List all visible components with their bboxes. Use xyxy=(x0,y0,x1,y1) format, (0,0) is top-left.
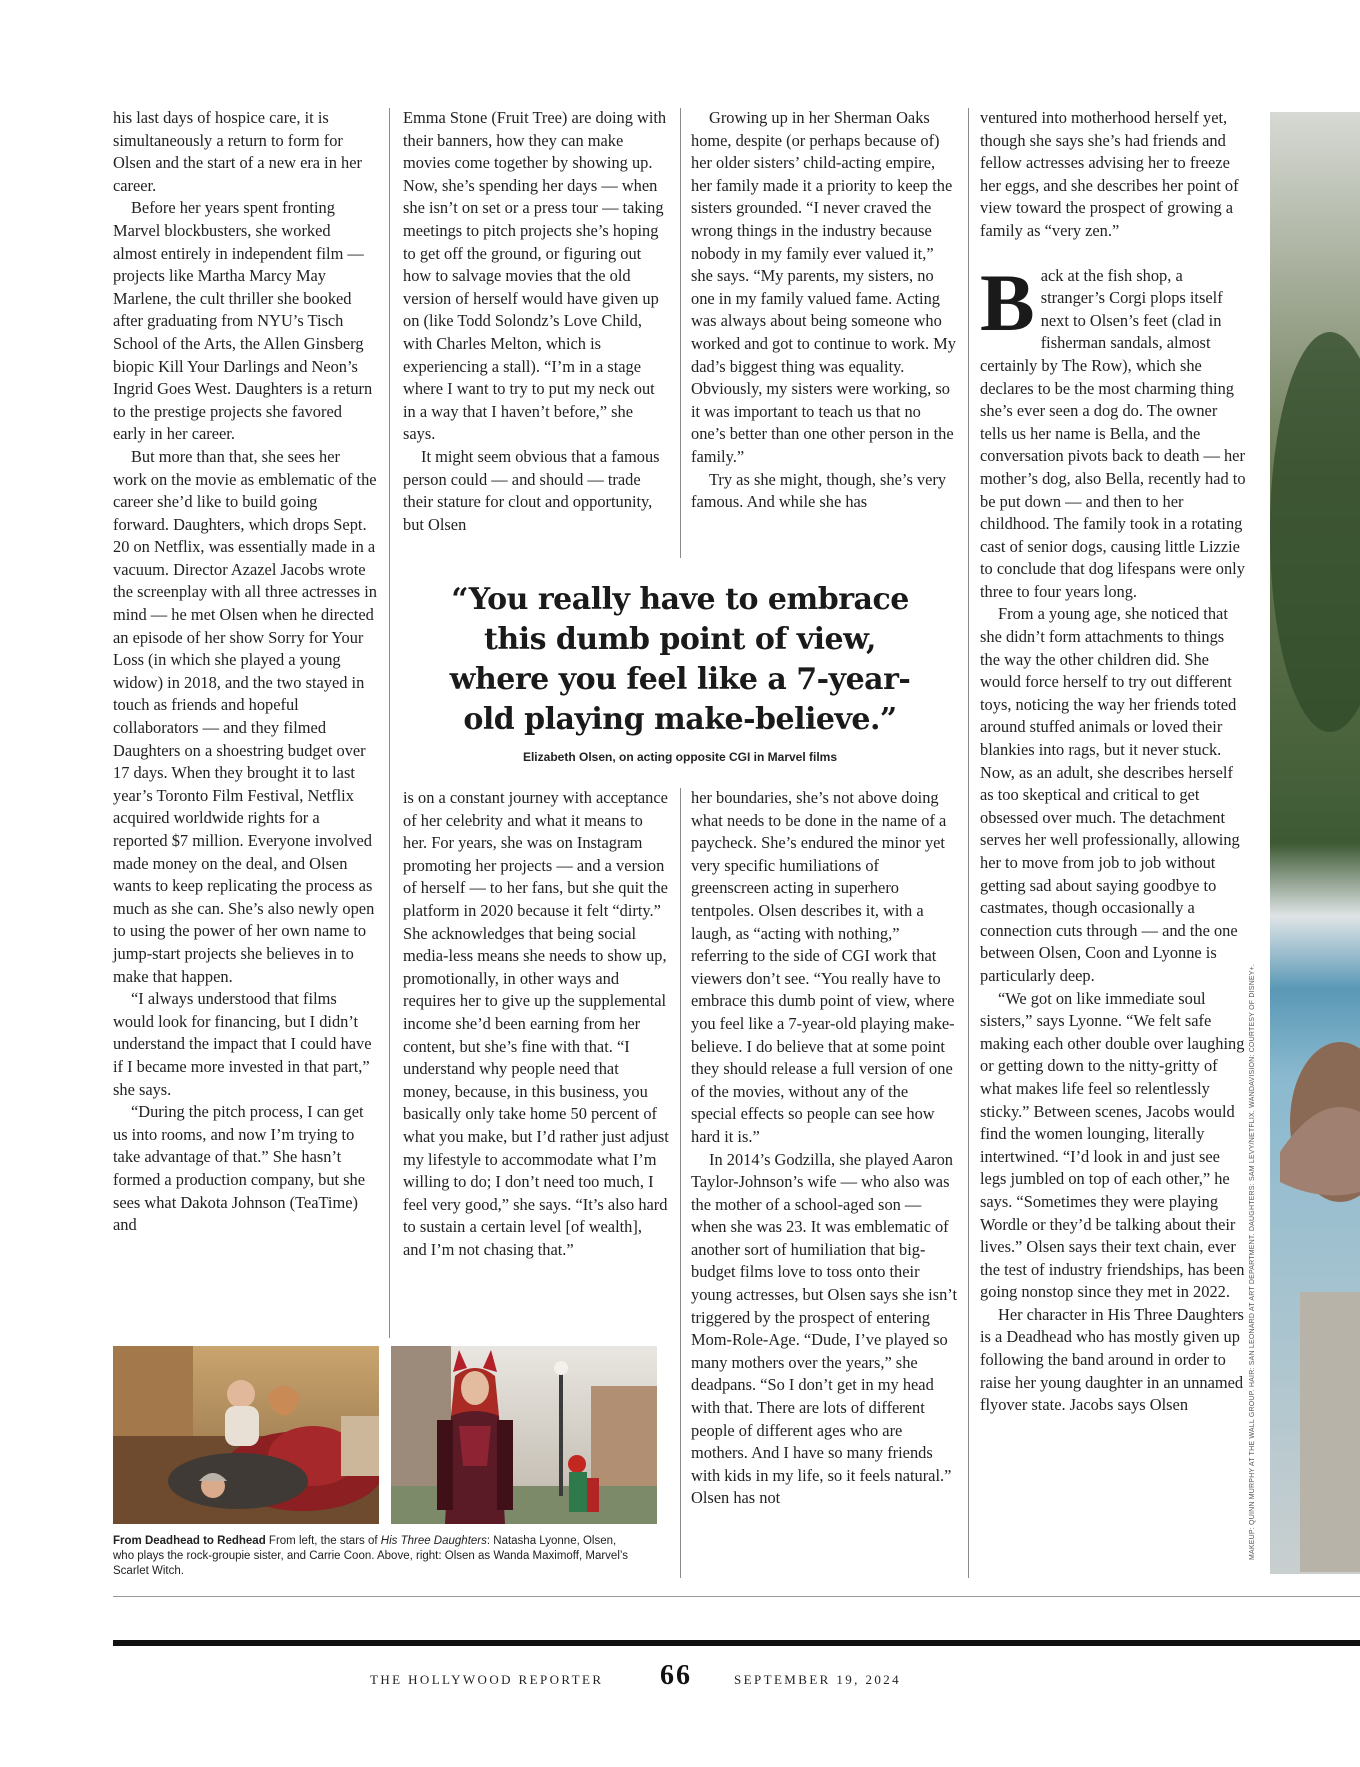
pull-quote-attribution: Elizabeth Olsen, on acting opposite CGI in Marvel films xyxy=(522,750,838,764)
photo-caption xyxy=(113,1534,633,1579)
column-divider xyxy=(389,108,390,1338)
paragraph: “We got on like immediate soul sisters,” says Lyonne. “We felt safe making each other double over laughing or getting down to the nitty-gritty of what makes life feel so relentlessly sticky.” Between scenes, Jacobs would find the women lounging, literally intertwined. “I’d look in and just see legs jumbled on top of each other,” he says. “Sometimes they were playing Wordle or they’d be talking about their lives.” Olsen says their text chain, ever the test of industry friendships, has been going nonstop since they met in 2022. xyxy=(980,988,1245,1302)
column-divider xyxy=(968,108,969,1578)
paragraph: “I always understood that films would look for financing, but I didn’t understand the impact that I could have if I became more invested in that part,” she says. xyxy=(113,989,372,1099)
paragraph: “During the pitch process, I can get us into rooms, and now I’m trying to take advantage of that.” She hasn’t formed a production company, but she sees what Dakota Johnson (TeaTime) and xyxy=(113,1102,366,1235)
paragraph: Her character in His Three Daughters is a Deadhead who has mostly given up following the band around in order to raise her young daughter in an unnamed flyover state. Jacobs says Olsen xyxy=(980,1304,1244,1415)
caption-headline: From Deadhead to Redhead xyxy=(113,1535,266,1547)
article-column-3-bottom xyxy=(691,787,957,1510)
paragraph: Back at the fish shop, a stranger’s Corgi plops itself next to Olsen’s feet (clad in fisherman sandals, almost certainly by The Row), which she declares to be the most charming thing she’s ever seen a dog do. The owner tells us her name is Bella, and the conversation pivots back to death — her mother’s dog, also Bella, recently had to be put down — and then to her childhood. The family took in a rotating cast of senior dogs, causing little Lizzie to conclude that dog lifespans were only three to four years long. xyxy=(980,256,1246,601)
paragraph: Emma Stone (Fruit Tree) are doing with their banners, how they can make movies come together by showing up. Now, she’s spending her days — when she isn’t on set or a press tour — taking meetings to pitch projects she’s hoping to get off the ground, or figuring out how to salvage movies that the old version of herself would have given up on (like Todd Solondz’s Love Child, with Charles Melton, which is experiencing a stall). “I’m in a stage where I want to try to put my neck out in a way that I haven’t before,” she says. xyxy=(403,108,667,444)
column-divider xyxy=(680,108,681,558)
cover-photo-edge xyxy=(1270,112,1360,1574)
caption-text: : Natasha Lyonne, Olsen, who plays the rock-groupie sister, and Carrie Coon. Above, right: Olsen as Wanda Maximoff, Marvel’s Scarlet Witch. xyxy=(113,1535,628,1577)
paragraph: Before her years spent fronting Marvel blockbusters, she worked almost entirely in independent film — projects like Martha Marcy May Marlene, the cult thriller she booked after graduating from NYU’s Tisch School of the Arts, the Allen Ginsberg biopic Kill Your Darlings and Neon’s Ingrid Goes West. Daughters is a return to the prestige projects she favored early in her career. xyxy=(113,198,373,444)
footer-rule xyxy=(113,1640,1360,1646)
paragraph: It might seem obvious that a famous person could — and should — trade their stature for clout and opportunity, but Olsen xyxy=(403,446,660,534)
paragraph: ventured into motherhood herself yet, though she says she’s had friends and fellow actresses advising her to freeze her eggs, and she describes her point of view toward the prospect of growing a family as “very zen.” xyxy=(980,108,1239,240)
photo-credit: MAKEUP: QUINN MURPHY AT THE WALL GROUP. HAIR: SAN LEONARD AT ART DEPARTMENT. DAUGHTERS: SAM LEVY/NETFLIX. WANDAVISION: COURTESY OF DISNEY+. xyxy=(1249,963,1256,1560)
article-column-3-top xyxy=(691,107,957,514)
photo-scarlet-witch xyxy=(391,1346,657,1524)
paragraph: his last days of hospice care, it is simultaneously a return to form for Olsen and the start of a new era in her career. xyxy=(113,108,362,195)
article-column-1 xyxy=(113,107,377,1237)
pull-quote xyxy=(430,580,930,764)
scarlet-witch-illustration xyxy=(391,1346,657,1524)
page-footer xyxy=(0,1660,1360,1700)
caption-title: His Three Daughters xyxy=(380,1535,487,1547)
paragraph: Growing up in her Sherman Oaks home, despite (or perhaps because of) her older sisters’ child-acting empire, her family made it a priority to keep the sisters grounded. “I never craved the wrong things in the industry because nobody in my family ever valued it,” she says. “My parents, my sisters, no one in my family valued fame. Acting was always about being someone who worked and got to continue to work. My dad’s biggest thing was equality. Obviously, my sisters were working, so it was important to teach us that no one’s better than one other person in the family.” xyxy=(691,108,956,466)
publication-name: THE HOLLYWOOD REPORTER xyxy=(370,1672,604,1687)
paragraph: From a young age, she noticed that she didn’t form attachments to things the way the other children did. She would force herself to try out different toys, noticing the way her friends toted around stuffed animals or loved their blankies into rags, but it never stuck. Now, as an adult, she describes herself as too skeptical and critical to get obsessed over much. The detachment serves her well professionally, allowing her to move from job to job without getting sad about saying goodbye to castmates, though occasionally a connection cuts through — and the one between Olsen, Coon and Lyonne is particularly deep. xyxy=(980,604,1240,985)
bottom-rule xyxy=(113,1596,1360,1597)
article-column-2-top xyxy=(403,107,669,536)
article-column-2-bottom xyxy=(403,787,669,1261)
paragraph: In 2014’s Godzilla, she played Aaron Taylor-Johnson’s wife — who also was the mother of a school-aged son — when she was 23. It was emblematic of another sort of humiliation that big-budget films love to toss onto their young actresses, but Olsen says she isn’t triggered by the prospect of entering Mom-Role-Age. “Dude, I’ve played so many mothers over the years,” she deadpans. “So I don’t get in my head with that. There are lots of different people of different ages who are mothers. And I have so many friends with kids in my life, so it feels natural.” Olsen has not xyxy=(691,1149,958,1508)
paragraph: is on a constant journey with acceptance of her celebrity and what it means to her. For years, she was on Instagram promoting her projects — and a version of herself — to her fans, but she quit the platform in 2020 because it felt “dirty.” She acknowledges that being social media-less means she needs to show up, promotionally, in other ways and requires her to give up the supplemental income she’d been earning from her content, but she’s fine with that. “I understand why people need that money, because, in this business, you basically only take home 50 percent of what you make, but I’d rather just adjust my lifestyle to accommodate what I’m willing to do; I don’t need too much, I feel very good,” she says. “It’s also hard to sustain a certain level [of wealth], and I’m not chasing that.” xyxy=(403,788,669,1259)
bleed-photo-illustration xyxy=(1270,112,1360,1574)
drop-cap: B xyxy=(980,256,1035,348)
issue-date: SEPTEMBER 19, 2024 xyxy=(734,1672,902,1687)
paragraph: But more than that, she sees her work on the movie as emblematic of the career she’d like to build going forward. Daughters, which drops Sept. 20 on Netflix, was essentially made in a vacuum. Director Azazel Jacobs wrote the screenplay with all three actresses in mind — he met Olsen when he directed an episode of her show Sorry for Your Loss (in which she played a young widow) in 2018, and the two stayed in touch as friends and hopeful collaborators — and they filmed Daughters on a shoestring budget over 17 days. When they brought it to last year’s Toronto Film Festival, Netflix acquired worldwide rights for a reported $7 million. Everyone involved made money on the deal, and Olsen wants to keep replicating the process as much as she can. She’s also newly open to using the power of her own name to jump-start projects she believes in to make that happen. xyxy=(113,446,377,986)
page-number: 66 xyxy=(660,1660,692,1691)
column-divider xyxy=(680,788,681,1578)
pull-quote-text: “You really have to embrace this dumb point of view, where you feel like a 7-year-old playing make-believe.” xyxy=(449,582,911,737)
paragraph: her boundaries, she’s not above doing what needs to be done in the name of a paycheck. She’s endured the minor yet very specific humiliations of greenscreen acting in superhero tentpoles. Olsen describes it, with a laugh, as “acting with nothing,” referring to the side of CGI work that viewers don’t see. “You really have to embrace this dumb point of view, where you feel like a 7-year-old playing make-believe. I do believe that at some point they should release a full version of one of the movies, without any of the special effects so people can see how hard it is.” xyxy=(691,788,955,1146)
couch-scene-illustration xyxy=(113,1346,379,1524)
photo-daughters-still xyxy=(113,1346,379,1524)
caption-text: From left, the stars of xyxy=(268,1535,381,1547)
article-column-4 xyxy=(980,107,1248,1417)
paragraph: Try as she might, though, she’s very famous. And while she has xyxy=(691,469,947,512)
